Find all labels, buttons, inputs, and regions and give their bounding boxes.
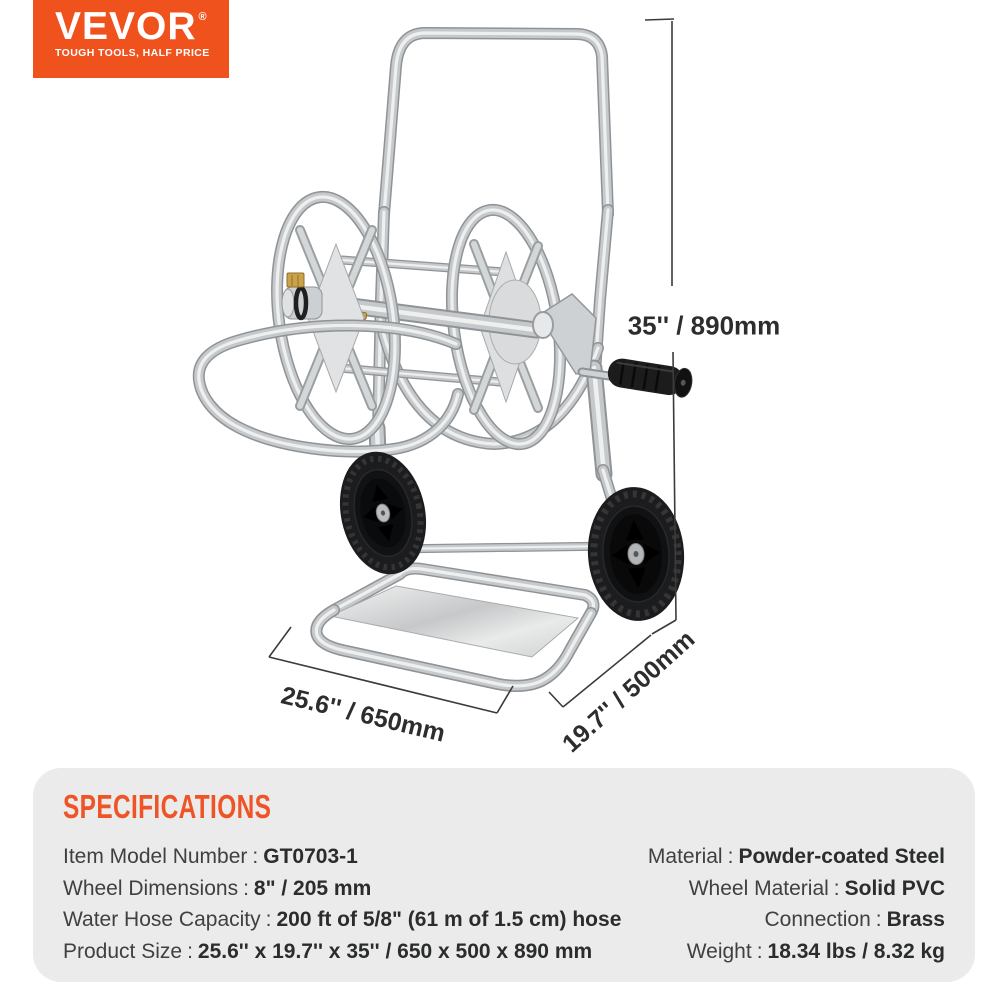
- brass-fitting: [287, 273, 304, 287]
- specifications-title: SPECIFICATIONS: [63, 788, 272, 825]
- spec-item-weight: Weight : 18.34 lbs / 8.32 kg: [686, 939, 945, 963]
- spec-item-product-size: Product Size : 25.6'' x 19.7'' x 35'' / 650 x 500 x 890 mm: [63, 939, 593, 963]
- spec-item-model-number: Item Model Number : GT0703-1: [63, 845, 358, 868]
- spec-item-material: Material : Powder-coated Steel: [647, 845, 945, 868]
- spec-item-hose-capacity: Water Hose Capacity : 200 ft of 5/8" (61 m of 1.5 cm) hose: [63, 908, 622, 931]
- spec-row: [63, 873, 945, 905]
- height-dimension-label: 35'' / 890mm: [627, 310, 781, 341]
- crank-grip: [606, 357, 694, 399]
- spec-row: [63, 841, 945, 873]
- brand-tagline: TOUGH TOOLS, HALF PRICE: [55, 47, 210, 59]
- width-dimension-label: 25.6'' / 650mm: [278, 681, 448, 748]
- base-frame: [316, 546, 618, 686]
- spec-item-wheel-dimensions: Wheel Dimensions : 8" / 205 mm: [63, 876, 372, 900]
- spec-item-connection: Connection : Brass: [764, 908, 945, 931]
- depth-dimension-label: 19.7'' / 500mm: [557, 625, 701, 759]
- spec-item-wheel-material: Wheel Material : Solid PVC: [688, 876, 945, 900]
- brand-name: VEVOR: [55, 5, 197, 48]
- spec-row: [63, 904, 945, 936]
- left-wheel: [329, 444, 437, 583]
- specifications-panel: [33, 768, 975, 982]
- spec-row: [63, 936, 945, 968]
- registered-mark: ®: [198, 11, 207, 23]
